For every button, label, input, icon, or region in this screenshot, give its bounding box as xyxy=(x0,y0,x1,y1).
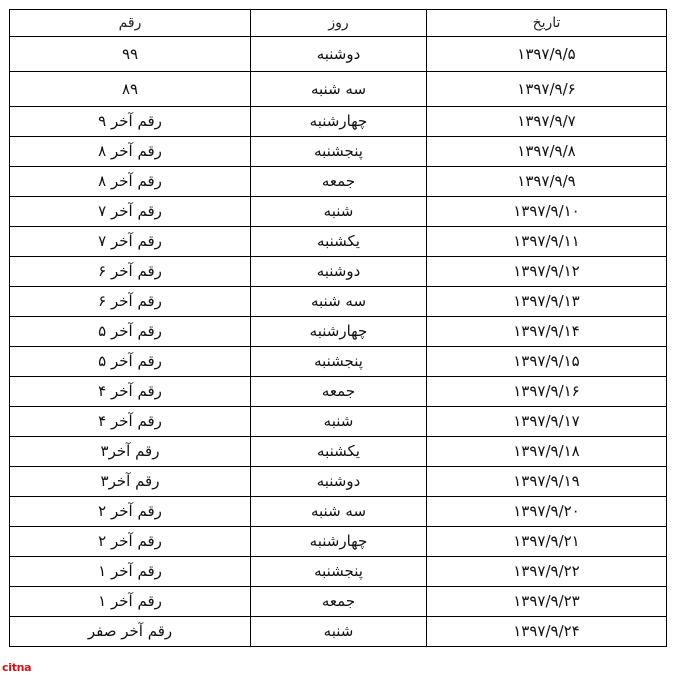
cell-day: دوشنبه xyxy=(251,37,427,72)
cell-date: ۱۳۹۷/۹/۱۰ xyxy=(427,197,667,227)
table-row xyxy=(10,377,667,407)
cell-number: رقم آخر ۴ xyxy=(10,377,251,407)
table-row xyxy=(10,167,667,197)
cell-date: ۱۳۹۷/۹/۲۳ xyxy=(427,587,667,617)
cell-day: چهارشنبه xyxy=(251,527,427,557)
cell-day: جمعه xyxy=(251,377,427,407)
cell-date: ۱۳۹۷/۹/۸ xyxy=(427,137,667,167)
table-row xyxy=(10,37,667,72)
header-day: روز xyxy=(251,10,427,37)
cell-number: رقم آخر۳ xyxy=(10,467,251,497)
cell-day: جمعه xyxy=(251,587,427,617)
table-row xyxy=(10,347,667,377)
cell-date: ۱۳۹۷/۹/۱۵ xyxy=(427,347,667,377)
cell-number: رقم آخر ۲ xyxy=(10,497,251,527)
cell-number: رقم آخر ۷ xyxy=(10,227,251,257)
cell-number: رقم آخر ۷ xyxy=(10,197,251,227)
cell-date: ۱۳۹۷/۹/۱۳ xyxy=(427,287,667,317)
cell-number: رقم آخر ۶ xyxy=(10,257,251,287)
table-body xyxy=(10,37,667,647)
table-row xyxy=(10,197,667,227)
cell-day: پنجشنبه xyxy=(251,557,427,587)
cell-day: یکشنبه xyxy=(251,227,427,257)
cell-date: ۱۳۹۷/۹/۶ xyxy=(427,72,667,107)
cell-day: جمعه xyxy=(251,167,427,197)
table-row xyxy=(10,437,667,467)
cell-day: دوشنبه xyxy=(251,467,427,497)
cell-day: سه شنبه xyxy=(251,72,427,107)
cell-number: رقم آخر ۶ xyxy=(10,287,251,317)
cell-day: سه شنبه xyxy=(251,497,427,527)
table-row xyxy=(10,587,667,617)
logo-text: citna xyxy=(2,661,32,674)
table-row xyxy=(10,497,667,527)
cell-number: رقم آخر صفر xyxy=(10,617,251,647)
table-row xyxy=(10,317,667,347)
table-row xyxy=(10,467,667,497)
cell-number: رقم آخر ۹ xyxy=(10,107,251,137)
table-row xyxy=(10,527,667,557)
cell-date: ۱۳۹۷/۹/۱۷ xyxy=(427,407,667,437)
table-row xyxy=(10,227,667,257)
table-row xyxy=(10,407,667,437)
cell-day: شنبه xyxy=(251,617,427,647)
cell-date: ۱۳۹۷/۹/۱۹ xyxy=(427,467,667,497)
cell-number: رقم آخر ۸ xyxy=(10,137,251,167)
table-row xyxy=(10,617,667,647)
cell-number: رقم آخر ۵ xyxy=(10,317,251,347)
table-row xyxy=(10,137,667,167)
citna-logo xyxy=(2,662,31,673)
cell-day: سه شنبه xyxy=(251,287,427,317)
table-row xyxy=(10,557,667,587)
cell-date: ۱۳۹۷/۹/۲۴ xyxy=(427,617,667,647)
cell-date: ۱۳۹۷/۹/۱۱ xyxy=(427,227,667,257)
table-row xyxy=(10,72,667,107)
cell-number: رقم آخر ۴ xyxy=(10,407,251,437)
cell-number: ۹۹ xyxy=(10,37,251,72)
cell-number: رقم آخر ۱ xyxy=(10,557,251,587)
cell-day: شنبه xyxy=(251,197,427,227)
cell-day: دوشنبه xyxy=(251,257,427,287)
cell-day: چهارشنبه xyxy=(251,317,427,347)
cell-date: ۱۳۹۷/۹/۲۲ xyxy=(427,557,667,587)
header-date: تاریخ xyxy=(427,10,667,37)
cell-day: یکشنبه xyxy=(251,437,427,467)
cell-day: پنجشنبه xyxy=(251,137,427,167)
schedule-table xyxy=(9,9,667,647)
header-number: رقم xyxy=(10,10,251,37)
cell-number: ۸۹ xyxy=(10,72,251,107)
cell-number: رقم آخر ۱ xyxy=(10,587,251,617)
cell-date: ۱۳۹۷/۹/۱۴ xyxy=(427,317,667,347)
cell-day: پنجشنبه xyxy=(251,347,427,377)
cell-number: رقم آخر ۵ xyxy=(10,347,251,377)
cell-day: چهارشنبه xyxy=(251,107,427,137)
cell-date: ۱۳۹۷/۹/۱۲ xyxy=(427,257,667,287)
table-header-row xyxy=(10,10,667,37)
cell-number: رقم آخر ۲ xyxy=(10,527,251,557)
cell-number: رقم آخر۳ xyxy=(10,437,251,467)
cell-date: ۱۳۹۷/۹/۲۱ xyxy=(427,527,667,557)
cell-number: رقم آخر ۸ xyxy=(10,167,251,197)
cell-day: شنبه xyxy=(251,407,427,437)
table-row xyxy=(10,107,667,137)
cell-date: ۱۳۹۷/۹/۱۸ xyxy=(427,437,667,467)
table-row xyxy=(10,287,667,317)
cell-date: ۱۳۹۷/۹/۲۰ xyxy=(427,497,667,527)
cell-date: ۱۳۹۷/۹/۹ xyxy=(427,167,667,197)
cell-date: ۱۳۹۷/۹/۷ xyxy=(427,107,667,137)
table-row xyxy=(10,257,667,287)
cell-date: ۱۳۹۷/۹/۵ xyxy=(427,37,667,72)
cell-date: ۱۳۹۷/۹/۱۶ xyxy=(427,377,667,407)
